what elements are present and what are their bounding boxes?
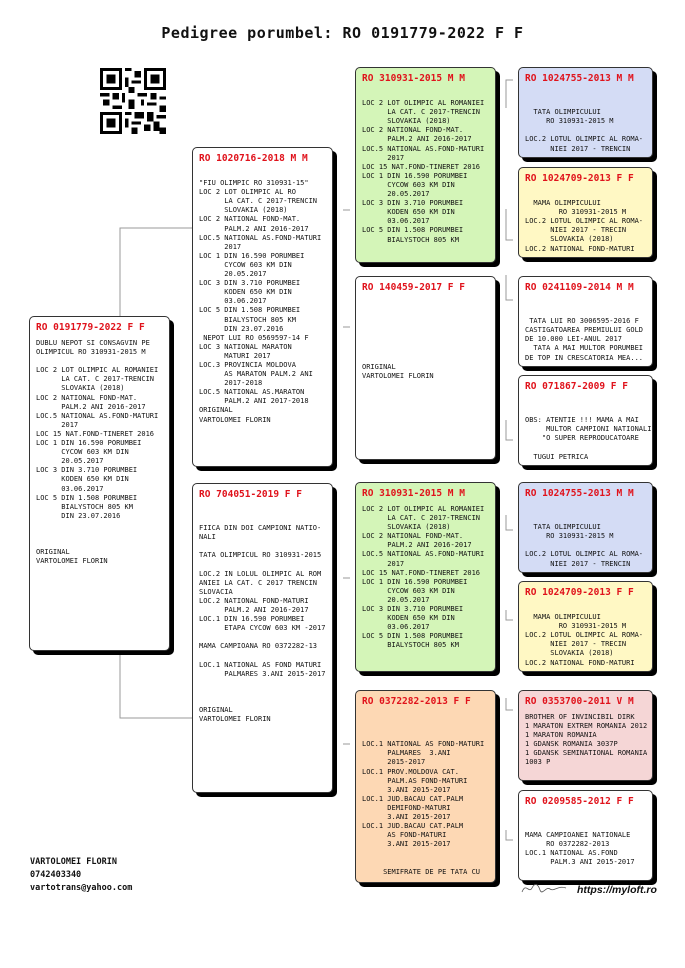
- detail-line: 03.06.2017: [362, 217, 430, 226]
- detail-line: TATA A MAI MULTOR PORUMBEI: [525, 344, 644, 353]
- detail-line: 03.06.2017: [362, 623, 430, 632]
- detail-line: 3.ANI 2015-2017: [362, 813, 451, 822]
- sire-sire-sire-card: [518, 67, 653, 158]
- ring-number: RO 1024755-2013 M M: [525, 488, 634, 499]
- detail-line: [362, 344, 489, 353]
- detail-line: LOC 3 DIN 3.710 PORUMBEI: [362, 199, 464, 208]
- detail-line: KODEN 650 KM DIN: [362, 614, 455, 623]
- detail-line: LOC.2 IN LOLUL OLIMPIC AL ROM: [199, 569, 322, 578]
- detail-line: 1 GDANSK SEMINATIONAL ROMANIA: [525, 749, 648, 758]
- detail-line: PALM.2 ANI 2016-2017: [199, 606, 309, 615]
- detail-line: LOC 3 DIN 3.710 PORUMBEI: [362, 605, 464, 614]
- detail-line: [362, 335, 489, 344]
- ring-number: RO 310931-2015 M M: [362, 73, 465, 84]
- detail-line: RO 310931-2015 M: [525, 117, 614, 126]
- card-details: [356, 87, 495, 245]
- detail-line: [199, 652, 326, 661]
- detail-line: 3.ANI 2015-2017: [362, 785, 451, 794]
- detail-line: PALM.2 ANI 2016-2017: [362, 541, 472, 550]
- detail-line: LOC.5 NATIONAL AS.MARATON: [199, 388, 305, 397]
- detail-line: LOC.5 NATIONAL AS.FOND-MATURI: [362, 144, 485, 153]
- detail-line: LOC.3 PROVINCIA MOLDOVA: [199, 360, 296, 369]
- detail-line: [199, 561, 326, 570]
- detail-line: [525, 541, 646, 550]
- detail-line: LA CAT. C 2017-TRENCIN: [199, 197, 318, 206]
- detail-line: LOC.2 NATIONAL FOND-MATURI: [525, 658, 635, 667]
- detail-line: LA CAT. C 2017-TRENCIN: [362, 108, 481, 117]
- detail-line: LOC 1 DIN 16.590 PORUMBEI: [36, 439, 142, 448]
- detail-line: NIEI 2017 - TRECIN: [525, 226, 627, 235]
- detail-line: 20.05.2017: [36, 457, 104, 466]
- dam-card: [192, 483, 333, 793]
- sire-dam-dam-card: [518, 375, 653, 466]
- card-details: [519, 187, 652, 254]
- detail-line: VARTOLOMEI FLORIN: [36, 557, 108, 566]
- card-details: [356, 710, 495, 877]
- detail-line: LOC.2 NATIONAL FOND-MATURI: [199, 596, 309, 605]
- detail-line: [525, 514, 646, 523]
- detail-line: 03.06.2017: [199, 297, 267, 306]
- detail-line: [362, 849, 489, 858]
- detail-line: LOC 2 NATIONAL FOND-MAT.: [362, 532, 464, 541]
- detail-line: 1003 P: [525, 758, 551, 767]
- detail-line: LOC 5 DIN 1.508 PORUMBEI: [36, 493, 138, 502]
- detail-line: CASTIGATOAREA PREMIULUI GOLD: [525, 326, 644, 335]
- detail-line: OLIMPICUL RO 310931-2015 M: [36, 348, 146, 357]
- detail-line: [362, 326, 489, 335]
- ring-number: RO 071867-2009 F F: [525, 381, 628, 392]
- detail-line: SLOVAKIA (2018): [362, 523, 451, 532]
- detail-line: [36, 539, 163, 548]
- ring-number: RO 0353700-2011 V M: [525, 696, 634, 707]
- detail-line: MULTOR CAMPIONI NATIONALI: [525, 425, 652, 434]
- card-details: [519, 502, 652, 569]
- detail-line: [525, 90, 646, 99]
- detail-line: 2017: [362, 559, 405, 568]
- detail-line: PALMARES 3.ANI: [362, 749, 451, 758]
- detail-line: [525, 505, 646, 514]
- detail-line: SLOVAKIA (2018): [525, 649, 614, 658]
- ring-number: RO 310931-2015 M M: [362, 488, 465, 499]
- detail-line: TATA OLIMPICUL RO 310931-2015: [199, 551, 322, 560]
- detail-line: NIEI 2017 - TRECIN: [525, 640, 627, 649]
- detail-line: [525, 308, 646, 317]
- detail-line: LOC.1 JUD.BACAU CAT.PALM: [362, 822, 464, 831]
- detail-line: 1 MARATON ROMANIA: [525, 731, 597, 740]
- card-details: [356, 502, 495, 651]
- detail-line: SLOVAKIA (2018): [36, 384, 125, 393]
- detail-line: LOC 2 NATIONAL FOND-MAT.: [362, 126, 464, 135]
- detail-line: [525, 190, 646, 199]
- detail-line: [525, 813, 646, 822]
- detail-line: LA CAT. C 2017-TRENCIN: [362, 514, 481, 523]
- detail-line: PALMARES 3.ANI 2015-2017: [199, 669, 326, 678]
- detail-line: 20.05.2017: [362, 190, 430, 199]
- detail-line: 3.ANI 2015-2017: [362, 840, 451, 849]
- detail-line: VARTOLOMEI FLORIN: [199, 715, 271, 724]
- detail-line: LOC.5 NATIONAL AS.FOND-MATURI: [36, 411, 159, 420]
- detail-line: RO 310931-2015 M: [525, 532, 614, 541]
- detail-line: DE TOP IN CRESCATORIA MEA...: [525, 353, 644, 362]
- detail-line: TATA OLIMPICULUI: [525, 108, 601, 117]
- detail-line: 2017-2018: [199, 379, 263, 388]
- ring-number: RO 0372282-2013 F F: [362, 696, 471, 707]
- breeder-phone: 0742403340: [30, 870, 82, 880]
- card-details: [193, 167, 332, 425]
- detail-line: DE 10.000 LEI-ANUL 2017: [525, 335, 622, 344]
- detail-line: 1 GDANSK ROMANIA 3037P: [525, 740, 618, 749]
- card-details: [519, 710, 652, 768]
- detail-line: LOC 5 DIN 1.508 PORUMBEI: [362, 226, 464, 235]
- detail-line: LOC 1 DIN 16.590 PORUMBEI: [362, 577, 468, 586]
- detail-line: [199, 633, 326, 642]
- detail-line: [362, 299, 489, 308]
- detail-line: MAMA CAMPIOANEI NATIONALE: [525, 831, 631, 840]
- detail-line: BIALYSTOCH 805 KM: [362, 641, 459, 650]
- detail-line: AS MARATON PALM.2 ANI: [199, 370, 313, 379]
- detail-line: [362, 713, 489, 722]
- detail-line: RO 310931-2015 M: [525, 208, 627, 217]
- detail-line: NIEI 2017 - TRENCIN: [525, 144, 631, 153]
- ring-number: RO 1024755-2013 M M: [525, 73, 634, 84]
- detail-line: [199, 697, 326, 706]
- detail-line: [199, 542, 326, 551]
- detail-line: DIN 23.07.2016: [36, 511, 121, 520]
- detail-line: RO 310931-2015 M: [525, 622, 627, 631]
- sire-sire-card: [355, 67, 496, 263]
- detail-line: NEPOT LUI RO 0569597-14 F: [199, 333, 309, 342]
- detail-line: LOC 5 DIN 1.508 PORUMBEI: [199, 306, 301, 315]
- subject-pigeon-card: [29, 316, 170, 651]
- detail-line: LOC 3 DIN 3.710 PORUMBEI: [36, 466, 138, 475]
- detail-line: TATA LUI RO 3006595-2016 F: [525, 317, 639, 326]
- detail-line: PALM.2 ANI 2016-2017: [36, 402, 146, 411]
- sire-sire-dam-card: [518, 167, 653, 258]
- detail-line: LOC 2 LOT OLIMPIC AL RO: [199, 188, 296, 197]
- detail-line: SLOVAKIA (2018): [362, 117, 451, 126]
- detail-line: CYCOW 603 KM DIN: [362, 180, 455, 189]
- detail-line: ORIGINAL: [199, 706, 233, 715]
- detail-line: LOC.1 PROV.MOLDOVA CAT.: [362, 767, 459, 776]
- detail-line: LOC 15 NAT.FOND-TINERET 2016: [362, 568, 481, 577]
- detail-line: CYCOW 603 KM DIN: [199, 260, 292, 269]
- detail-line: DIN 23.07.2016: [199, 324, 284, 333]
- detail-line: [199, 688, 326, 697]
- detail-line: LOC.5 NATIONAL AS.FOND-MATURI: [199, 233, 322, 242]
- detail-line: [362, 722, 489, 731]
- detail-line: [525, 299, 646, 308]
- detail-line: LOC.2 NATIONAL FOND-MATURI: [525, 244, 635, 253]
- detail-line: [362, 731, 489, 740]
- detail-line: ANIEI LA CAT. C 2017 TRENCIN: [199, 578, 318, 587]
- detail-line: BROTHER OF INVINCIBIL DIRK: [525, 713, 635, 721]
- detail-line: [36, 521, 163, 530]
- detail-line: [525, 99, 646, 108]
- detail-line: ORIGINAL: [199, 406, 233, 415]
- detail-line: CYCOW 603 KM DIN: [36, 448, 129, 457]
- detail-line: [525, 443, 646, 452]
- detail-line: LOC.2 LOTUL OLIMPIC AL ROMA-: [525, 631, 644, 640]
- detail-line: PALM.AS FOND-MATURI: [362, 776, 468, 785]
- detail-line: MATURI 2017: [199, 351, 271, 360]
- ring-number: RO 1024709-2013 F F: [525, 173, 634, 184]
- detail-line: LOC 15 NAT.FOND-TINERET 2016: [362, 162, 481, 171]
- card-details: [519, 395, 652, 462]
- detail-line: PALM.2 ANI 2016-2017: [362, 135, 472, 144]
- detail-line: LOC.2 LOTUL OLIMPIC AL ROMA-: [525, 550, 644, 559]
- detail-line: 1 MARATON EXTREM ROMANIA 2012: [525, 722, 648, 731]
- detail-line: CYCOW 603 KM DIN: [362, 586, 455, 595]
- page-title: Pedigree porumbel: RO 0191779-2022 F F: [161, 24, 524, 42]
- ring-number: RO 704051-2019 F F: [199, 489, 302, 500]
- detail-line: SLOVAKIA (2018): [525, 235, 614, 244]
- detail-line: [362, 354, 489, 363]
- detail-line: FIICA DIN DOI CAMPIONI NATIO-: [199, 524, 322, 533]
- detail-line: LOC.1 DIN 16.590 PORUMBEI: [199, 615, 305, 624]
- dam-dam-dam-card: [518, 790, 653, 881]
- detail-line: "FIU OLIMPIC RO 310931-15": [199, 179, 309, 188]
- detail-line: MAMA OLIMPICULUI: [525, 199, 601, 208]
- detail-line: [199, 506, 326, 515]
- detail-line: BIALYSTOCH 805 KM: [362, 235, 459, 244]
- detail-line: LOC 2 LOT OLIMPIC AL ROMANIEI: [362, 99, 485, 108]
- detail-line: [362, 317, 489, 326]
- detail-line: [525, 407, 646, 416]
- detail-line: LOC.2 LOTUL OLIMPIC AL ROMA-: [525, 217, 644, 226]
- detail-line: RO 0372282-2013: [525, 840, 610, 849]
- dam-sire-dam-card: [518, 581, 653, 672]
- detail-line: [199, 170, 326, 179]
- detail-line: 2017: [36, 420, 79, 429]
- detail-line: NIEI 2017 - TRENCIN: [525, 559, 631, 568]
- detail-line: OBS: ATENTIE !!! MAMA A MAI: [525, 416, 639, 425]
- ring-number: RO 0241109-2014 M M: [525, 282, 634, 293]
- card-details: [356, 296, 495, 381]
- detail-line: MAMA OLIMPICULUI: [525, 613, 601, 622]
- signature-icon: [520, 880, 568, 896]
- detail-line: SEMIFRATE DE PE TATA CU: [362, 867, 481, 876]
- detail-line: TUGUI PETRICA: [525, 452, 589, 461]
- detail-line: 2017: [362, 153, 405, 162]
- detail-line: LOC 3 DIN 3.710 PORUMBEI: [199, 279, 301, 288]
- detail-line: LOC.5 NATIONAL AS.FOND-MATURI: [362, 550, 485, 559]
- sire-dam-sire-card: [518, 276, 653, 367]
- detail-line: VARTOLOMEI FLORIN: [362, 371, 434, 380]
- detail-line: LOC.1 NATIONAL AS FOND-MATURI: [362, 740, 485, 749]
- detail-line: [362, 859, 489, 868]
- card-details: [30, 336, 169, 566]
- detail-line: AS FOND-MATURI: [362, 831, 447, 840]
- dam-dam-sire-card: [518, 690, 653, 781]
- dam-dam-card: [355, 690, 496, 883]
- detail-line: ORIGINAL: [36, 548, 70, 557]
- detail-line: VARTOLOMEI FLORIN: [199, 415, 271, 424]
- detail-line: [199, 679, 326, 688]
- detail-line: PALM.3 ANI 2015-2017: [525, 858, 635, 867]
- ring-number: RO 1020716-2018 M M: [199, 153, 308, 164]
- detail-line: 20.05.2017: [362, 595, 430, 604]
- card-details: [193, 503, 332, 724]
- sire-card: [192, 147, 333, 467]
- detail-line: [36, 530, 163, 539]
- detail-line: [525, 126, 646, 135]
- detail-line: LOC 15 NAT.FOND-TINERET 2016: [36, 429, 155, 438]
- card-details: [519, 601, 652, 668]
- website-link[interactable]: https://myloft.ro: [577, 884, 657, 896]
- ring-number: RO 1024709-2013 F F: [525, 587, 634, 598]
- detail-line: SLOVACIA: [199, 587, 233, 596]
- detail-line: KODEN 650 KM DIN: [362, 208, 455, 217]
- detail-line: LOC 5 DIN 1.508 PORUMBEI: [362, 632, 464, 641]
- detail-line: [362, 308, 489, 317]
- detail-line: [199, 515, 326, 524]
- card-details: [519, 87, 652, 154]
- detail-line: LOC.1 NATIONAL AS.FOND: [525, 849, 618, 858]
- detail-line: LOC 1 DIN 16.590 PORUMBEI: [199, 251, 305, 260]
- detail-line: PALM.2 ANI 2017-2018: [199, 397, 309, 406]
- detail-line: [525, 398, 646, 407]
- detail-line: LOC 1 DIN 16.590 PORUMBEI: [362, 171, 468, 180]
- ring-number: RO 140459-2017 F F: [362, 282, 465, 293]
- dam-sire-card: [355, 482, 496, 672]
- detail-line: PALM.2 ANI 2016-2017: [199, 224, 309, 233]
- detail-line: LOC 3 NATIONAL MARATON: [199, 342, 292, 351]
- detail-line: "O SUPER REPRODUCATOARE: [525, 434, 639, 443]
- detail-line: ETAPA CYCOW 603 KM -2017: [199, 624, 326, 633]
- detail-line: SLOVAKIA (2018): [199, 206, 288, 215]
- detail-line: MAMA CAMPIOANA RO 0372282-13: [199, 642, 318, 651]
- card-details: [519, 810, 652, 868]
- detail-line: [525, 604, 646, 613]
- detail-line: 2017: [199, 242, 242, 251]
- detail-line: [362, 90, 489, 99]
- detail-line: LOC 2 LOT OLIMPIC AL ROMANIEI: [362, 505, 485, 513]
- ring-number: RO 0191779-2022 F F: [36, 322, 145, 333]
- detail-line: LOC 2 NATIONAL FOND-MAT.: [36, 393, 138, 402]
- detail-line: [525, 822, 646, 831]
- detail-line: BIALYSTOCH 805 KM: [199, 315, 296, 324]
- detail-line: LOC 2 NATIONAL FOND-MAT.: [199, 215, 301, 224]
- breeder-name: VARTOLOMEI FLORIN: [30, 857, 117, 867]
- detail-line: DUBLU NEPOT SI CONSAGVIN PE: [36, 339, 150, 347]
- detail-line: BIALYSTOCH 805 KM: [36, 502, 133, 511]
- card-details: [519, 296, 652, 363]
- detail-line: KODEN 650 KM DIN: [199, 288, 292, 297]
- detail-line: LOC.1 JUD.BACAU CAT.PALM: [362, 794, 464, 803]
- detail-line: DEMIFOND-MATURI: [362, 803, 451, 812]
- detail-line: LOC.1 NATIONAL AS FOND MATURI: [199, 660, 322, 669]
- detail-line: TATA OLIMPICULUI: [525, 523, 601, 532]
- sire-dam-card: [355, 276, 496, 460]
- dam-sire-sire-card: [518, 482, 653, 573]
- ring-number: RO 0209585-2012 F F: [525, 796, 634, 807]
- detail-line: LA CAT. C 2017-TRENCIN: [36, 375, 155, 384]
- detail-line: 2015-2017: [362, 758, 426, 767]
- detail-line: LOC.2 LOTUL OLIMPIC AL ROMA-: [525, 135, 644, 144]
- detail-line: LOC 2 LOT OLIMPIC AL ROMANIEI: [36, 366, 159, 375]
- detail-line: [36, 357, 163, 366]
- breeder-email[interactable]: vartotrans@yahoo.com: [30, 883, 133, 893]
- detail-line: 03.06.2017: [36, 484, 104, 493]
- detail-line: 20.05.2017: [199, 270, 267, 279]
- detail-line: KODEN 650 KM DIN: [36, 475, 129, 484]
- detail-line: ORIGINAL: [362, 362, 396, 371]
- detail-line: NALI: [199, 533, 216, 542]
- breeder-contact: [30, 856, 132, 895]
